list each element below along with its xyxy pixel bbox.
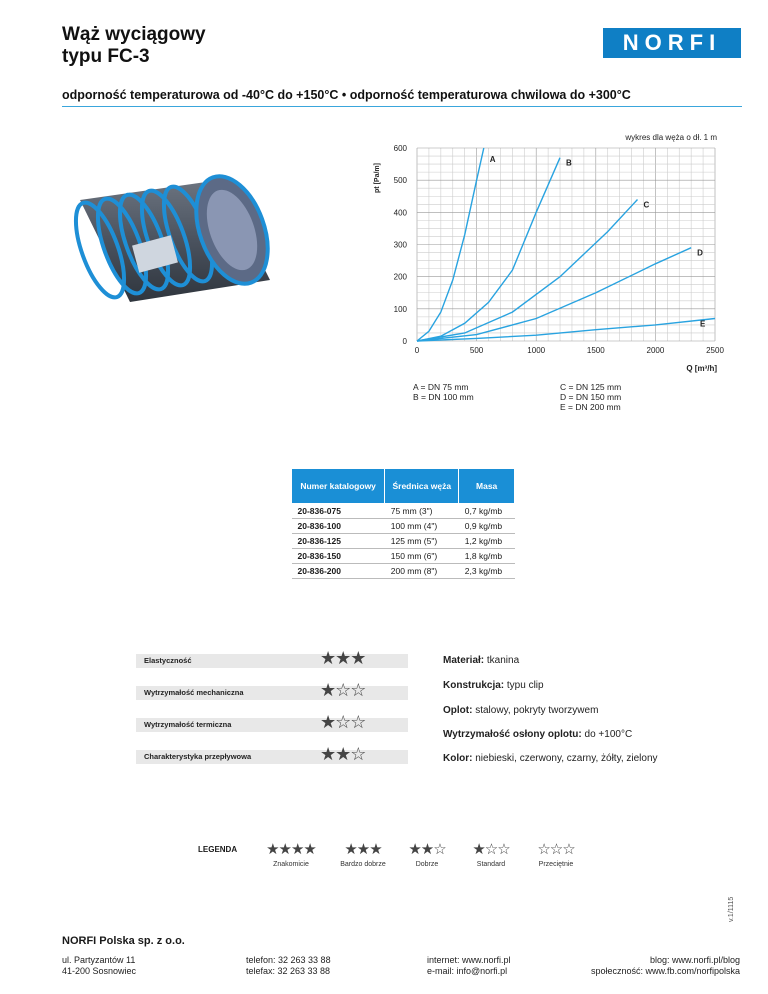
- series-label: A: [489, 155, 496, 164]
- table-header-row: [292, 469, 515, 504]
- rating-row-flow: [136, 744, 408, 765]
- chart-title: wykres dla węża o dł. 1 m: [625, 133, 717, 142]
- prop-color: Kolor: niebieski, czerwony, czarny, żółty, zielony: [443, 753, 658, 764]
- dn-legend-a: A = DN 75 mm: [413, 382, 469, 392]
- y-tick-label: 300: [393, 240, 407, 250]
- hose-image: [60, 170, 280, 310]
- mass: 1,2 kg/mb: [459, 534, 515, 549]
- prop-material: Materiał: tkanina: [443, 655, 520, 666]
- x-tick-label: 2000: [646, 346, 665, 355]
- title-line-2: typu FC-3: [62, 46, 150, 67]
- version-label: v.1/1115: [728, 896, 735, 922]
- y-tick-label: 500: [393, 176, 407, 186]
- diameter: 100 mm (4"): [385, 519, 459, 534]
- mass: 0,7 kg/mb: [459, 504, 515, 519]
- dn-legend-e: E = DN 200 mm: [560, 402, 621, 412]
- x-tick-label: 500: [469, 346, 484, 355]
- prop-braid: Oplot: stalowy, pokryty tworzywem: [443, 705, 599, 716]
- legend-stars-icon: ★★★★: [266, 840, 316, 858]
- col-header-mass: Masa: [459, 469, 515, 504]
- mass: 0,9 kg/mb: [459, 519, 515, 534]
- legend-title: LEGENDA: [198, 845, 238, 854]
- dn-legend-c: C = DN 125 mm: [560, 382, 622, 392]
- y-tick-label: 100: [393, 304, 407, 314]
- chart-y-label: pt [Pa/m]: [374, 163, 381, 193]
- rating-stars-icon: ★★☆: [320, 744, 366, 765]
- pressure-loss-chart: [355, 128, 725, 378]
- title-line-1: Wąż wyciągowy: [62, 24, 206, 45]
- norfi-logo: NORFI: [603, 28, 741, 58]
- footer-social: [591, 955, 740, 977]
- dn-legend-d: D = DN 150 mm: [560, 392, 622, 402]
- x-tick-label: 2500: [706, 346, 724, 355]
- mass: 1,8 kg/mb: [459, 549, 515, 564]
- legend-stars-icon: ★★★: [344, 840, 382, 858]
- subtitle: odporność temperaturowa od -40°C do +150°C • odporność temperaturowa chwilowa do +300°C: [62, 88, 631, 102]
- rating-stars-icon: ★☆☆: [320, 712, 366, 733]
- legend-stars-icon: ★☆☆: [472, 840, 510, 858]
- table-row: [292, 504, 515, 519]
- dn-legend-left: [413, 382, 474, 402]
- rating-stars-icon: ★★★: [320, 648, 366, 669]
- rating-row-thermal: [136, 712, 408, 733]
- series-line-e: [417, 319, 715, 342]
- diameter: 150 mm (6"): [385, 549, 459, 564]
- catalog-number: 20-836-200: [292, 564, 385, 579]
- footer-address: ul. Partyzantów 11 41-200 Sosnowiec: [62, 955, 137, 976]
- prop-braid-resistance: Wytrzymałość osłony oplotu: do +100°C: [443, 729, 633, 740]
- table-row: [292, 564, 515, 579]
- social-link[interactable]: społeczność: www.fb.com/norfipolska: [590, 966, 740, 976]
- legend-item: ★★★★ Znakomicie: [251, 840, 331, 868]
- x-tick-label: 1500: [586, 346, 605, 355]
- footer-company: NORFI Polska sp. z o.o.: [62, 935, 185, 947]
- rating-label: Elastyczność: [144, 656, 192, 665]
- legend-stars-icon: ☆☆☆: [537, 840, 575, 858]
- legend-item: ★★★ Bardzo dobrze: [323, 840, 403, 868]
- table-row: [292, 549, 515, 564]
- blog-link[interactable]: blog: www.norfi.pl/blog: [649, 955, 740, 965]
- table-row: [292, 519, 515, 534]
- email-link[interactable]: e-mail: info@norfi.pl: [427, 966, 508, 976]
- website-link[interactable]: internet: www.norfi.pl: [427, 955, 511, 965]
- diameter: 75 mm (3"): [385, 504, 459, 519]
- dn-legend-right: [560, 382, 621, 412]
- y-tick-label: 200: [393, 272, 407, 282]
- y-tick-label: 0: [402, 337, 407, 346]
- rating-row-mechanical: [136, 680, 408, 701]
- legend-item: ★★☆ Dobrze: [387, 840, 467, 868]
- x-tick-label: 1000: [527, 346, 546, 355]
- page-title: [62, 24, 206, 68]
- footer-phones: telefon: 32 263 33 88 telefax: 32 263 33 88: [246, 955, 331, 976]
- legend-item: ☆☆☆ Przeciętnie: [516, 840, 596, 868]
- legend-item: ★☆☆ Standard: [451, 840, 531, 868]
- series-label: D: [697, 248, 703, 258]
- series-label: E: [700, 319, 706, 329]
- catalogue-table: [291, 468, 515, 579]
- diameter: 200 mm (8"): [385, 564, 459, 579]
- x-tick-label: 0: [414, 346, 420, 355]
- rating-label: Wytrzymałość mechaniczna: [144, 688, 244, 697]
- series-line-c: [417, 200, 638, 342]
- rating-label: Charakterystyka przepływowa: [144, 752, 252, 761]
- footer-web: [427, 955, 511, 977]
- series-label: B: [566, 158, 572, 168]
- legend-stars-icon: ★★☆: [408, 840, 446, 858]
- diameter: 125 mm (5"): [385, 534, 459, 549]
- mass: 2,3 kg/mb: [459, 564, 515, 579]
- rating-label: Wytrzymałość termiczna: [144, 720, 232, 729]
- header-divider: [62, 106, 742, 107]
- prop-construction: Konstrukcja: typu clip: [443, 680, 544, 691]
- table-row: [292, 534, 515, 549]
- rating-stars-icon: ★☆☆: [320, 680, 366, 701]
- col-header-catalog: Numer katalogowy: [292, 469, 385, 504]
- chart-x-label: Q [m³/h]: [686, 364, 717, 373]
- dn-legend-b: B = DN 100 mm: [413, 392, 474, 402]
- catalog-number: 20-836-075: [292, 504, 385, 519]
- catalog-number: 20-836-100: [292, 519, 385, 534]
- col-header-diameter: Średnica węża: [385, 469, 459, 504]
- catalog-number: 20-836-150: [292, 549, 385, 564]
- y-tick-label: 400: [393, 208, 407, 218]
- catalog-number: 20-836-125: [292, 534, 385, 549]
- y-tick-label: 600: [393, 144, 407, 153]
- rating-row-flexibility: [136, 648, 408, 669]
- series-label: C: [643, 200, 650, 210]
